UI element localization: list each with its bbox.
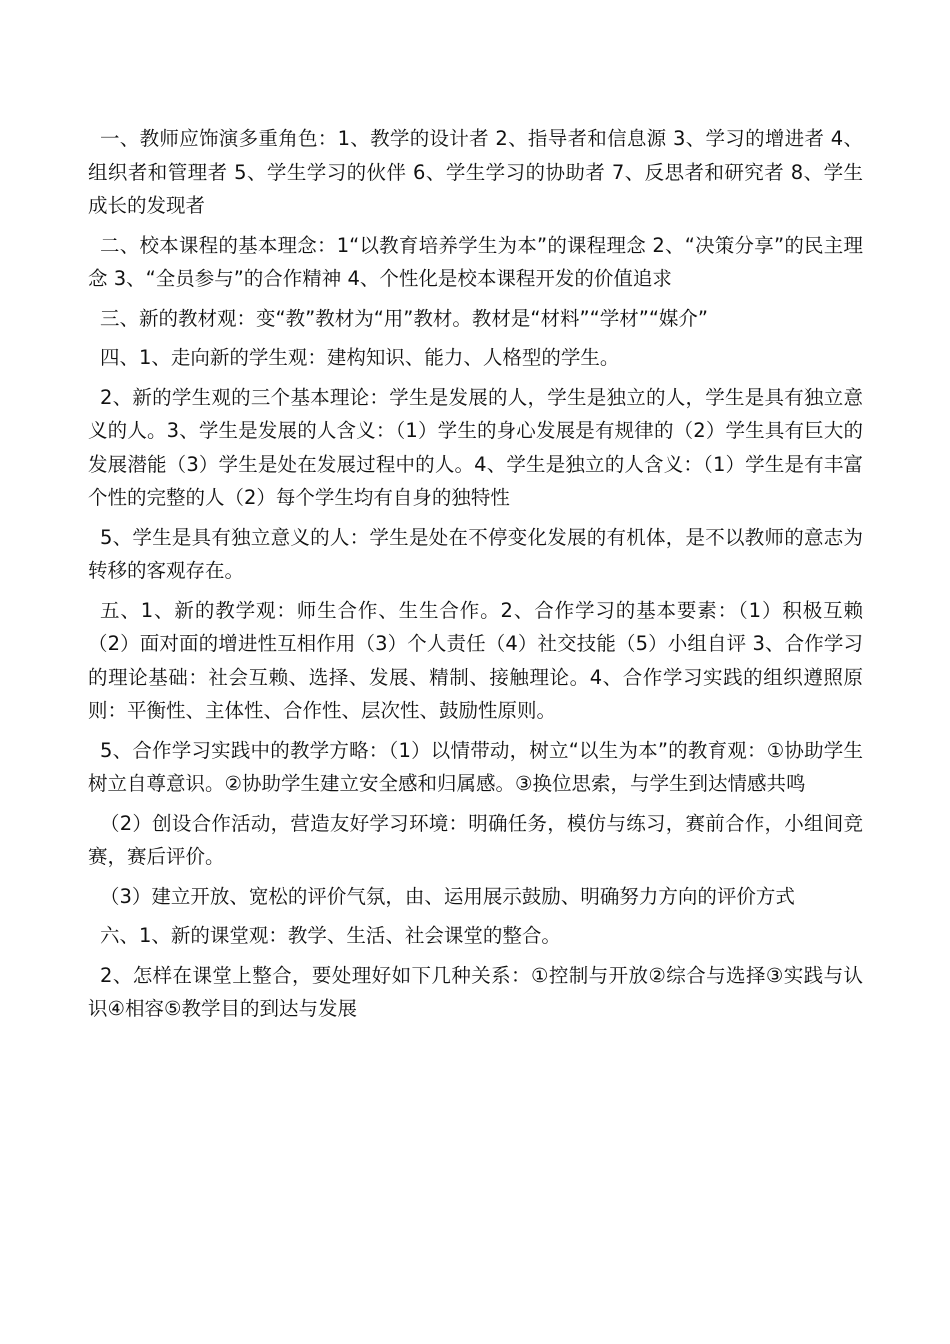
paragraph-independent-student: 5、学生是具有独立意义的人：学生是处在不停变化发展的有机体，是不以教师的意志为转移的客观存在。 xyxy=(88,525,863,582)
paragraph-classroom-integration: 2、怎样在课堂上整合，要处理好如下几种关系：①控制与开放②综合与选择③实践与认识④相容⑤教学目的到达与发展 xyxy=(88,963,863,1020)
paragraph-teaching-view: 五、1、新的教学观：师生合作、生生合作。2、合作学习的基本要素：（1）积极互赖（2）面对面的增进性互相作用（3）个人责任（4）社交技能（5）小组自评 3、合作学习的理论基础：社会互赖、选择、发展、精制、接触理论。4、合作学习实践的组织遵照原则：平衡性、主体性、合作性、层次性、鼓励性原则。 xyxy=(88,598,863,722)
paragraph-evaluation: （3）建立开放、宽松的评价气氛，由、运用展示鼓励、明确努力方向的评价方式 xyxy=(100,884,795,908)
paragraph-school-curriculum: 二、校本课程的基本理念：1“以教育培养学生为本”的课程理念 2、“决策分享”的民主理念 3、“全员参与”的合作精神 4、个性化是校本课程开发的价值追求 xyxy=(88,233,863,290)
paragraph-student-theories: 2、新的学生观的三个基本理论：学生是发展的人，学生是独立的人，学生是具有独立意义的人。3、学生是发展的人含义：（1）学生的身心发展是有规律的（2）学生具有巨大的发展潜能（3）学生是处在发展过程中的人。4、学生是独立的人含义：（1）学生是有丰富个性的完整的人（2）每个学生均有自身的独特性 xyxy=(88,385,863,509)
paragraph-cooperative-activity: （2）创设合作活动，营造友好学习环境：明确任务，模仿与练习，赛前合作，小组间竞赛，赛后评价。 xyxy=(88,811,863,868)
paragraph-teacher-roles: 一、教师应饰演多重角色：1、教学的设计者 2、指导者和信息源 3、学习的增进者 4、组织者和管理者 5、学生学习的伙伴 6、学生学习的协助者 7、反思者和研究者 8、学生成长的发现者 xyxy=(88,127,863,217)
paragraph-student-view: 四、1、走向新的学生观：建构知识、能力、人格型的学生。 xyxy=(100,346,620,369)
paragraph-classroom-view: 六、1、新的课堂观：教学、生活、社会课堂的整合。 xyxy=(100,924,561,947)
paragraph-textbook-view: 三、新的教材观：变“教”教材为“用”教材。教材是“材料”“学材”“媒介” xyxy=(100,306,709,330)
paragraph-cooperative-strategy: 5、合作学习实践中的教学方略：（1）以情带动，树立“以生为本”的教育观：①协助学生树立自尊意识。②协助学生建立安全感和归属感。③换位思索，与学生到达情感共鸣 xyxy=(88,738,863,795)
document-body xyxy=(88,122,863,1032)
